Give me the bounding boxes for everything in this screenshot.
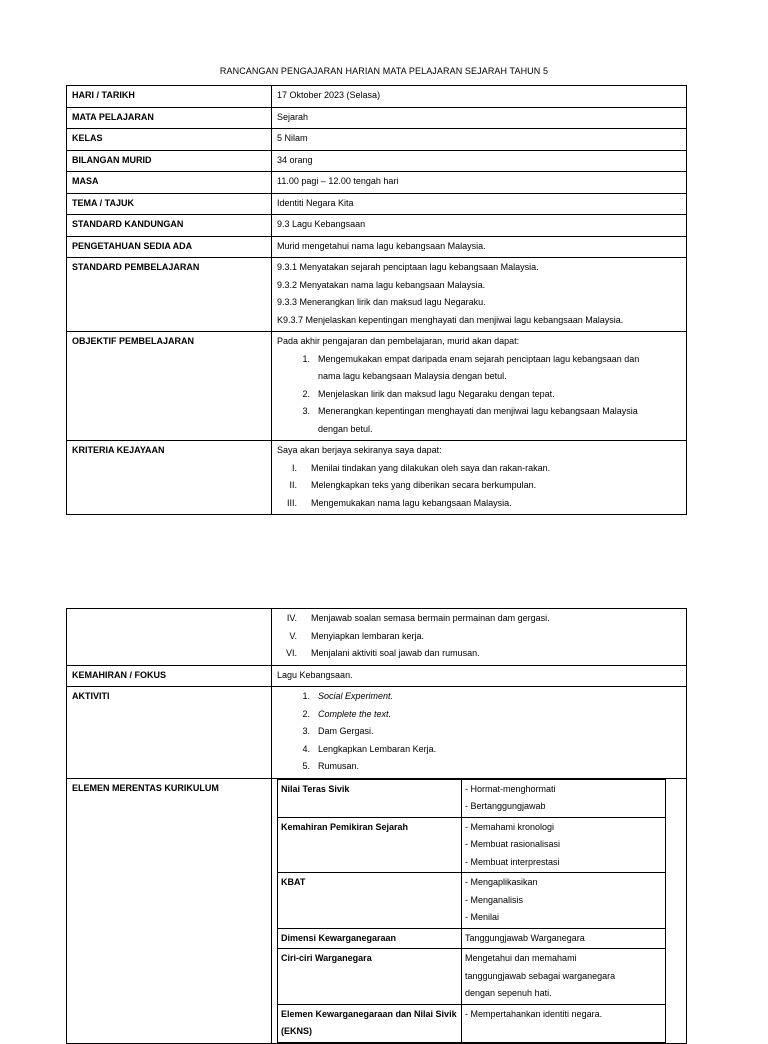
list-item xyxy=(277,495,681,513)
list-text: Mengemukakan nama lagu kebangsaan Malaysia. xyxy=(311,497,512,508)
learning-standard-item: 9.3.1 Menyatakan sejarah penciptaan lagu kebangsaan Malaysia. xyxy=(277,262,539,272)
emk-values xyxy=(462,949,666,1005)
list-item xyxy=(277,758,681,776)
list-number: II. xyxy=(289,480,297,490)
emk-value: - Mengaplikasikan xyxy=(465,877,538,887)
row-label: OBJEKTIF PEMBELAJARAN xyxy=(67,332,272,441)
emk-row xyxy=(278,1004,666,1042)
table-row xyxy=(67,107,687,129)
row-label: HARI / TARIKH xyxy=(67,86,272,108)
emk-value: tanggungjawab sebagai warganegara xyxy=(465,970,616,981)
list-text-line: dengan betul. xyxy=(318,423,373,434)
learning-standard-item: 9.3.3 Menerangkan lirik dan maksud lagu Negaraku. xyxy=(277,297,486,307)
table-row xyxy=(67,441,687,515)
emk-label: Nilai Teras Sivik xyxy=(278,779,462,817)
objektif-intro: Pada akhir pengajaran dan pembelajaran, murid akan dapat: xyxy=(277,336,520,346)
kriteria-cont-cell xyxy=(272,609,687,666)
row-value: 17 Oktober 2023 (Selasa) xyxy=(272,86,687,108)
list-text xyxy=(318,351,681,386)
table-row xyxy=(67,665,687,687)
row-value: 34 orang xyxy=(272,150,687,172)
standard-pembelajaran-list xyxy=(272,258,687,332)
emk-row xyxy=(278,779,666,817)
list-text-line: Menerangkan kepentingan menghayati dan menjiwai lagu kebangsaan Malaysia xyxy=(318,406,638,416)
emk-value: - Bertanggungjawab xyxy=(465,801,546,811)
list-item xyxy=(277,403,681,438)
list-item xyxy=(277,386,681,404)
objektif-cell xyxy=(272,332,687,441)
table-row xyxy=(67,129,687,151)
emk-row xyxy=(278,949,666,1005)
row-value: Identiti Negara Kita xyxy=(272,193,687,215)
list-text-line: Mengemukakan empat daripada enam sejarah penciptaan lagu kebangsaan dan xyxy=(318,353,640,364)
list-number: 5. xyxy=(302,761,310,771)
row-label: STANDARD PEMBELAJARAN xyxy=(67,258,272,332)
list-text: Menjawab soalan semasa bermain permainan dam gergasi. xyxy=(311,613,550,623)
list-text xyxy=(318,403,681,438)
list-number: VI. xyxy=(285,648,297,658)
emk-cell xyxy=(272,778,687,1043)
emk-values xyxy=(462,873,666,929)
row-label: ELEMEN MERENTAS KURIKULUM xyxy=(67,778,272,1043)
row-value: Lagu Kebangsaan. xyxy=(272,665,687,687)
row-label: MASA xyxy=(67,172,272,194)
emk-row xyxy=(278,873,666,929)
list-text: Lengkapkan Lembaran Kerja. xyxy=(318,743,437,754)
emk-label: Ciri-ciri Warganegara xyxy=(278,949,462,1005)
emk-value: - Membuat interprestasi xyxy=(465,856,560,867)
row-label: STANDARD KANDUNGAN xyxy=(67,215,272,237)
row-label-empty xyxy=(67,609,272,666)
learning-standard-item: K9.3.7 Menjelaskan kepentingan menghayati dan menjiwai lagu kebangsaan Malaysia. xyxy=(277,314,624,325)
emk-label: Dimensi Kewarganegaraan xyxy=(278,928,462,949)
list-number: 4. xyxy=(302,743,310,754)
emk-value: - Mempertahankan identiti negara. xyxy=(465,1008,603,1019)
list-item xyxy=(277,477,681,495)
table-row xyxy=(67,609,687,666)
kriteria-intro: Saya akan berjaya sekiranya saya dapat: xyxy=(277,445,442,455)
list-item xyxy=(277,688,681,706)
emk-inner-wrap xyxy=(277,779,666,1043)
list-text-line: nama lagu kebangsaan Malaysia dengan betul. xyxy=(318,371,507,381)
emk-value: - Menilai xyxy=(465,912,500,922)
list-number: I. xyxy=(291,462,297,473)
row-value: Sejarah xyxy=(272,107,687,129)
row-label: PENGETAHUAN SEDIA ADA xyxy=(67,236,272,258)
emk-label: Elemen Kewarganegaraan dan Nilai Sivik (EKNS) xyxy=(278,1004,462,1042)
table-row xyxy=(67,687,687,779)
learning-standard-item: 9.3.2 Menyatakan nama lagu kebangsaan Malaysia. xyxy=(277,279,486,290)
table-row xyxy=(67,172,687,194)
lesson-plan-table-page1 xyxy=(66,85,687,515)
list-item xyxy=(277,723,681,741)
list-text: Menilai tindakan yang dilakukan oleh saya dan rakan-rakan. xyxy=(311,462,551,473)
document-title: RANCANGAN PENGAJARAN HARIAN MATA PELAJARAN SEJARAH TAHUN 5 xyxy=(219,66,549,76)
emk-values xyxy=(462,779,666,817)
list-number: IV. xyxy=(286,613,297,623)
list-item xyxy=(277,610,681,628)
row-value: Murid mengetahui nama lagu kebangsaan Malaysia. xyxy=(272,236,687,258)
list-text: Dam Gergasi. xyxy=(318,726,374,736)
emk-value: - Hormat-menghormati xyxy=(465,783,556,794)
emk-values xyxy=(462,928,666,949)
table-row xyxy=(67,258,687,332)
list-number: 3. xyxy=(302,726,310,736)
emk-values xyxy=(462,817,666,873)
list-number: 1. xyxy=(302,691,310,701)
list-text: Menyiapkan lembaran kerja. xyxy=(311,630,425,641)
row-label: KELAS xyxy=(67,129,272,151)
list-text: Melengkapkan teks yang diberikan secara berkumpulan. xyxy=(311,480,537,490)
row-label: AKTIVITI xyxy=(67,687,272,779)
list-text: Rumusan. xyxy=(318,761,360,771)
emk-value: Tanggungjawab Warganegara xyxy=(465,932,585,943)
lesson-plan-table-page2 xyxy=(66,608,687,1044)
table-row xyxy=(67,215,687,237)
objektif-list xyxy=(277,351,681,439)
table-row xyxy=(67,778,687,1043)
emk-value: dengan sepenuh hati. xyxy=(465,988,552,998)
table-row xyxy=(67,150,687,172)
aktiviti-list xyxy=(277,688,681,776)
kriteria-cont-list xyxy=(277,610,681,663)
list-item xyxy=(277,460,681,478)
emk-value: - Menganalisis xyxy=(465,894,524,905)
table-row xyxy=(67,86,687,108)
emk-row xyxy=(278,928,666,949)
list-item xyxy=(277,351,681,386)
emk-row xyxy=(278,817,666,873)
list-text: Complete the text. xyxy=(318,708,392,719)
list-item xyxy=(277,645,681,663)
emk-label: KBAT xyxy=(278,873,462,929)
row-label: BILANGAN MURID xyxy=(67,150,272,172)
table-row xyxy=(67,193,687,215)
row-value: 5 Nilam xyxy=(272,129,687,151)
kriteria-cell xyxy=(272,441,687,515)
kriteria-list xyxy=(277,460,681,513)
emk-value: - Memahami kronologi xyxy=(465,821,555,832)
list-number: 1. xyxy=(302,353,310,364)
aktiviti-cell xyxy=(272,687,687,779)
emk-value: Mengetahui dan memahami xyxy=(465,953,577,963)
list-number: 3. xyxy=(302,406,310,416)
list-text xyxy=(318,386,681,404)
row-label: KRITERIA KEJAYAAN xyxy=(67,441,272,515)
table-row xyxy=(67,236,687,258)
row-label: MATA PELAJARAN xyxy=(67,107,272,129)
list-text-line: Menjelaskan lirik dan maksud lagu Negaraku dengan tepat. xyxy=(318,388,555,399)
list-text: Menjalani aktiviti soal jawab dan rumusan. xyxy=(311,648,480,658)
row-value: 11.00 pagi – 12.00 tengah hari xyxy=(272,172,687,194)
list-item xyxy=(277,741,681,759)
emk-values xyxy=(462,1004,666,1042)
table-row xyxy=(67,332,687,441)
row-value: 9.3 Lagu Kebangsaan xyxy=(272,215,687,237)
emk-label: Kemahiran Pemikiran Sejarah xyxy=(278,817,462,873)
list-number: III. xyxy=(286,497,297,508)
emk-inner-table xyxy=(277,779,666,1043)
list-text: Social Experiment. xyxy=(318,691,394,701)
list-number: V. xyxy=(289,630,297,641)
list-item xyxy=(277,706,681,724)
list-number: 2. xyxy=(302,708,310,719)
emk-value: - Membuat rasionalisasi xyxy=(465,839,561,849)
row-label: TEMA / TAJUK xyxy=(67,193,272,215)
list-number: 2. xyxy=(302,388,310,399)
list-item xyxy=(277,628,681,646)
row-label: KEMAHIRAN / FOKUS xyxy=(67,665,272,687)
